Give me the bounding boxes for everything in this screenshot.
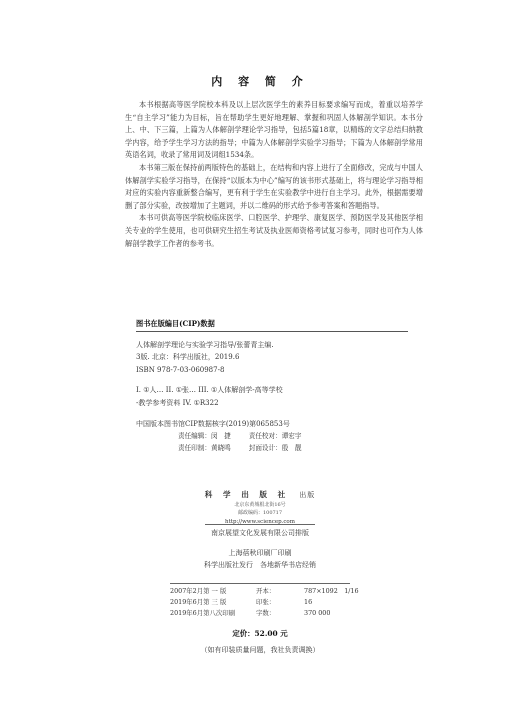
cover-designer-name: 殷 靓 <box>281 444 302 452</box>
editor-name: 闵 捷 <box>210 432 231 440</box>
cip-line: ISBN 978-7-03-060987-8 <box>136 365 225 374</box>
edition-divider <box>170 583 350 584</box>
publisher-postcode: 邮政编码：100717 <box>237 510 283 516</box>
cip-line: 人体解剖学理论与实验学习指导/张蕾青主编. <box>136 340 274 349</box>
publisher-tag: 出版 <box>299 491 316 499</box>
publisher-divider <box>205 524 315 525</box>
edition-row: 2007年2月第 一 版 开本： 787×1092 1/16 <box>170 587 359 595</box>
print-manager-name: 黄晓鸣 <box>210 444 231 452</box>
edition-row: 2019年6月第 三 版 印张： 16 <box>170 598 313 606</box>
cip-record-number: 中国版本图书馆CIP数据核字(2019)第065853号 <box>136 420 290 428</box>
cip-data-block <box>136 318 416 431</box>
cover-design-label: 封面设计： <box>248 444 282 452</box>
intro-paragraph: 本书可供高等医学院校临床医学、口腔医学、护理学、康复医学、预防医学及其他医学相关专业的学生使用，也可供研究生招生考试及执业医师资格考试复习参考，同时也可作为人体解剖学教学工作者的参考书。 <box>125 213 423 248</box>
publisher-name: 科 学 出 版 社 出版 <box>204 490 316 499</box>
proofreader-label: 责任校对： <box>248 432 282 440</box>
edition-info <box>170 586 400 619</box>
publisher-block <box>0 489 520 571</box>
editor-credits <box>178 430 438 454</box>
intro-paragraph: 本书根据高等医学院校本科及以上层次医学生的素养目标要求编写而成，着重以培养学生“自主学习”能力为目标，旨在帮助学生更好地理解、掌握和巩固人体解剖学知识。本书分上、中、下三篇，上篇为人体解剖学理论学习指导，包括5篇18章，以精练的文字总结归纳教学内容，给予学生学习方法的指导；中篇为人体解剖学实验学习指导；下篇为人体解剖学常用英语名词，收录了常用词及词组1534条。 <box>125 100 423 160</box>
distribution-info: 科学出版社发行 各地新华书店经销 <box>204 561 316 569</box>
page-title: 内 容 简 介 <box>211 75 309 88</box>
proofreader-name: 谭宏宇 <box>281 432 302 440</box>
publisher-website: http://www.sciencep.com <box>225 519 295 525</box>
edition-row: 2019年6月第八次印刷 字数： 370 000 <box>170 609 331 617</box>
editor-label: 责任编辑： <box>178 432 211 440</box>
cip-line: 3版. 北京：科学出版社，2019.6 <box>136 353 240 361</box>
typesetting-info: 南京展望文化发展有限公司排版 <box>211 529 309 537</box>
printer-info: 上海蓓秋印刷厂印刷 <box>228 549 292 557</box>
content-introduction <box>125 99 423 250</box>
intro-paragraph: 本书第三版在保持前两版特色的基础上，在结构和内容上进行了全面修改，完成与中国人体解剖学实验学习指导，在保持“以版本为中心”编写的该书形式基础上，将与理论学习指导相对应的实验内容重新整合编写，更有利于学生在实验教学中进行自主学习。此外，根据需要增删了部分实验，改按增加了主题词，并以二维码的形式给予参考答案和答题指导。 <box>125 162 423 210</box>
price: 定价：52.00 元 <box>232 629 288 638</box>
cip-title: 图书在版编目(CIP)数据 <box>136 319 215 328</box>
quality-notice: （如有印装质量问题，我社负责调换） <box>200 646 320 654</box>
print-manager-label: 责任印制： <box>178 444 211 452</box>
publisher-address: 北京东黄城根北街16号 <box>234 502 286 508</box>
cip-classification: -教学参考资料 IV. ①R322 <box>136 398 219 407</box>
cip-classification: I. ①人… II. ①张… III. ①人体解剖学-高等学校 <box>136 386 283 394</box>
